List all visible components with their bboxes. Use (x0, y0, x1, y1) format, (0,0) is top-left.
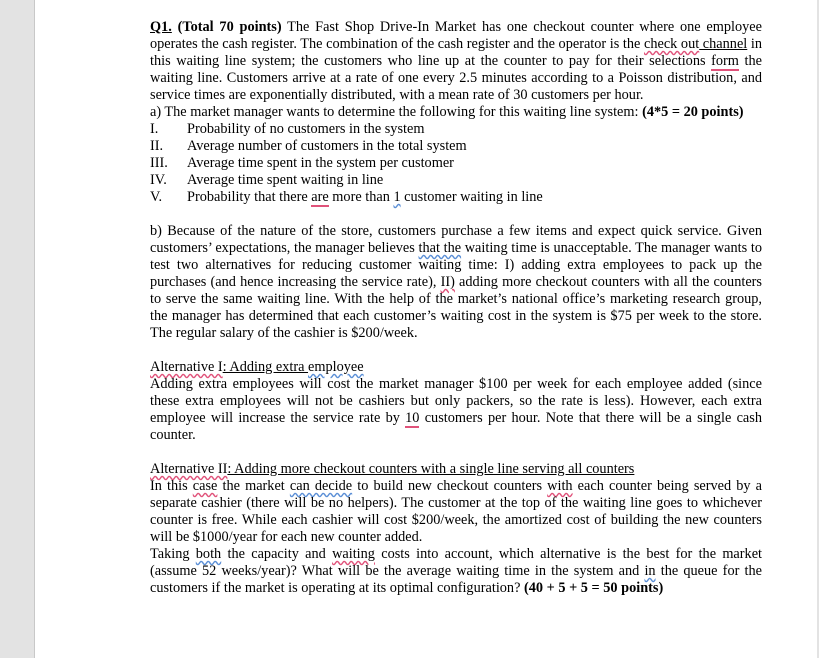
part-a-list (150, 121, 762, 206)
alternative-1-text: Adding extra employees will cost the market manager $100 per week for each employee added (since these extra employees will not be cashiers but only packers, so the rate is less). However, each extra employee will increase the service rate by 10 customers per hour. Note that there will be a single cash counter. (150, 376, 762, 443)
final-question: Taking both the capacity and waiting costs into account, which alternative is the best for the market (assume 52 weeks/year)? What will be the average waiting time in the system and in the queue for the customers if the market is operating at its optimal configuration? (40 + 5 + 5 = 50 points) (150, 546, 763, 596)
alternative-2-text: In this case the market can decide to build new checkout counters with each counter being served by a separate cashier (there will be no helpers). The customer at the top of the waiting line goes to whichever counter is free. While each cashier will cost $200/week, the amortized cost of building the new counters will be $1000/year for each new counter added. (150, 478, 762, 545)
part-b: b) Because of the nature of the store, customers purchase a few items and expect quick service. Given customers’ expectations, the manager believes that the waiting time is unacceptable. The manager wants to test two alternatives for reducing customer waiting time: I) adding extra employees to pack up the purchases (and hence increasing the service rate), II) adding more checkout counters with all the counters to serve the same waiting line. With the help of the market’s national office’s marketing research group, the manager has determined that each customer’s waiting cost in the system is $75 per week to the store. The regular salary of the cashier is $200/week. (150, 223, 762, 341)
list-item: II. Average number of customers in the total system (150, 138, 467, 154)
alternative-2-title: Alternative II: Adding more checkout counters with a single line serving all counters (150, 461, 635, 477)
alternative-1-title: Alternative I: Adding extra employee (150, 359, 364, 375)
part-a: a) The market manager wants to determine the following for this waiting line system: (4*5 = 20 points) (150, 104, 744, 120)
document-page (34, 0, 817, 658)
question-body (150, 19, 762, 597)
list-item: I. Probability of no customers in the system (150, 121, 425, 137)
list-item: III. Average time spent in the system per customer (150, 155, 454, 171)
list-item: IV. Average time spent waiting in line (150, 172, 384, 188)
question-label: Q1. (Total 70 points) (150, 19, 282, 35)
list-item: V. Probability that there are more than 1 customer waiting in line (150, 189, 543, 205)
intro-paragraph: Q1. (Total 70 points) The Fast Shop Drive-In Market has one checkout counter where one employee operates the cash register. The combination of the cash register and the operator is the check out channel in this waiting line system; the customers who line up at the counter to pay for their selections form the waiting line. Customers arrive at a rate of one every 2.5 minutes according to a Poisson distribution, and service times are exponentially distributed, with a mean rate of 30 customers per hour. (150, 19, 762, 103)
